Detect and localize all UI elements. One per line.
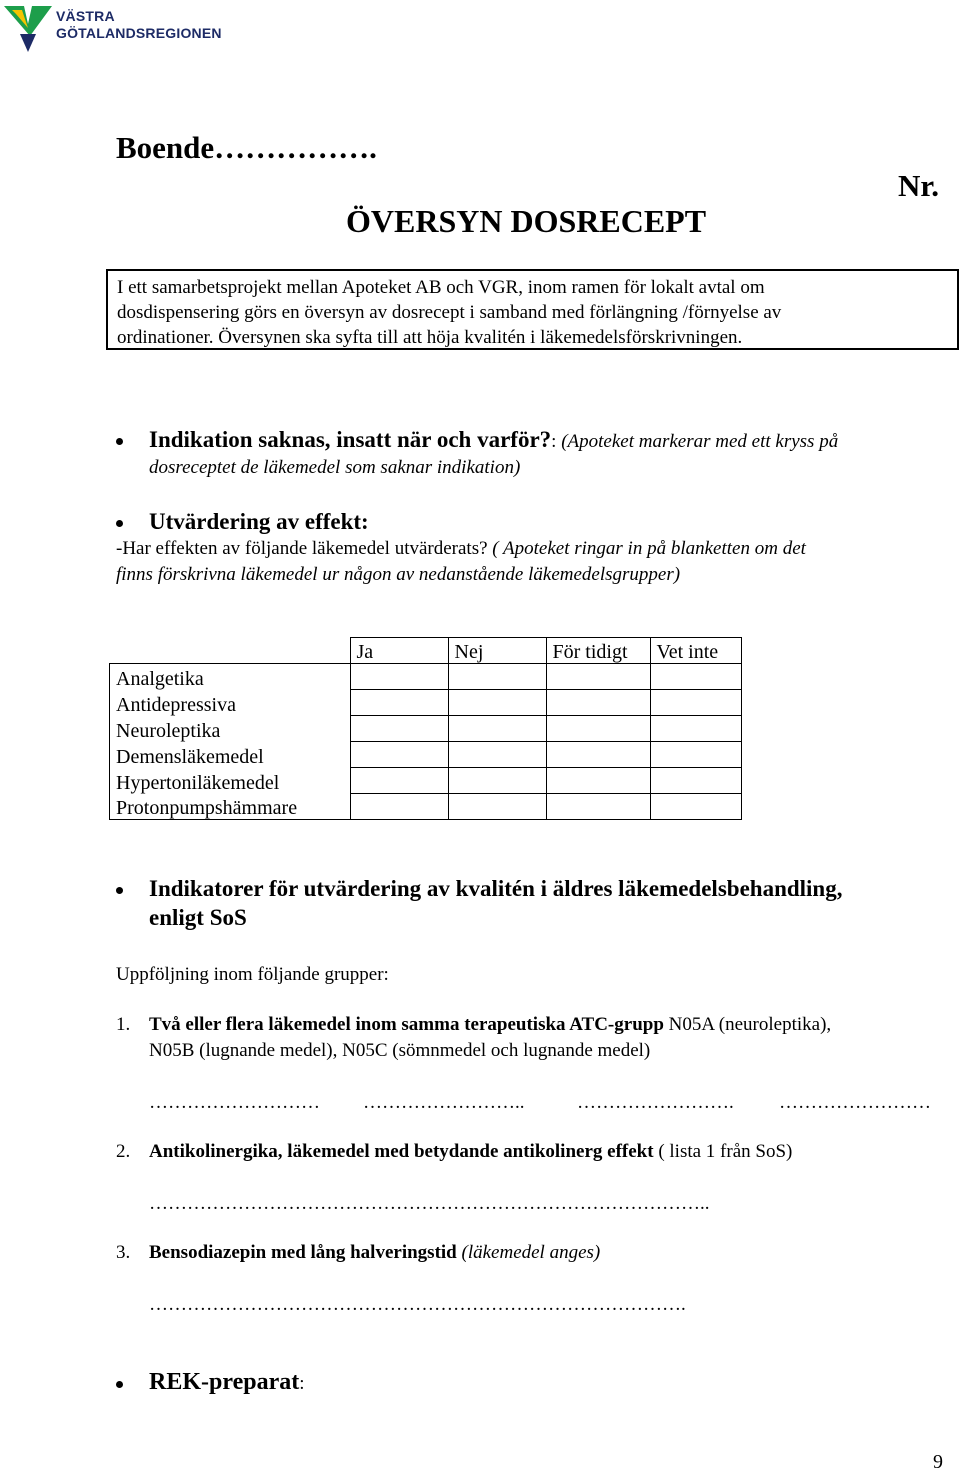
answer-cell[interactable]	[650, 794, 741, 820]
vgr-logo	[2, 2, 230, 54]
table-row	[110, 768, 742, 794]
answer-cell[interactable]	[546, 794, 650, 820]
answer-cell[interactable]	[448, 768, 546, 794]
table-row	[110, 794, 742, 820]
row-label: Analgetika	[110, 664, 351, 690]
answer-line[interactable]: ………………………………………………………………………….	[149, 1294, 686, 1315]
vgr-logo-icon	[2, 2, 54, 54]
row-label: Antidepressiva	[110, 690, 351, 716]
answer-cell[interactable]	[448, 664, 546, 690]
section-indikation	[149, 427, 838, 453]
logo-line2: GÖTALANDSREGIONEN	[56, 25, 222, 41]
row-label: Neuroleptika	[110, 716, 351, 742]
answer-cell[interactable]	[650, 768, 741, 794]
section-heading: Utvärdering av effekt:	[149, 509, 369, 534]
bullet-icon	[116, 520, 123, 527]
intro-line: ordinationer. Översynen ska syfta till att höja kvalitén i läkemedelsförskrivningen.	[117, 327, 743, 348]
answer-cell[interactable]	[350, 794, 448, 820]
table-row	[110, 690, 742, 716]
item-text	[149, 1141, 792, 1163]
answer-line[interactable]: ………………………	[149, 1092, 320, 1113]
table-corner	[110, 638, 351, 664]
answer-line[interactable]: ……………………………………………………………………………..	[149, 1193, 710, 1214]
colon: :	[299, 1373, 305, 1394]
section-note: (Apoteket markerar med ett kryss på	[561, 431, 839, 452]
item-rest: N05A (neuroleptika),	[663, 1014, 832, 1035]
followup-text: Uppföljning inom följande grupper:	[116, 964, 389, 985]
bullet-icon	[116, 438, 123, 445]
bullet-icon	[116, 1381, 123, 1388]
row-label: Demensläkemedel	[110, 742, 351, 768]
answer-cell[interactable]	[350, 690, 448, 716]
evaluation-table	[109, 637, 742, 820]
intro-box	[106, 269, 959, 350]
effect-question	[116, 538, 806, 560]
answer-cell[interactable]	[350, 716, 448, 742]
item-number: 2.	[116, 1141, 131, 1162]
answer-cell[interactable]	[546, 664, 650, 690]
answer-cell[interactable]	[350, 768, 448, 794]
logo-line1: VÄSTRA	[56, 8, 115, 24]
intro-line: dosdispensering görs en översyn av dosrecept i samband med förlängning /förnyelse av	[117, 302, 782, 323]
section-heading-line2: enligt SoS	[149, 905, 247, 930]
section-heading: Indikation saknas, insatt när och varför?	[149, 427, 552, 452]
question-note: ( Apoteket ringar in på blanketten om det	[487, 538, 806, 559]
item-bold: Antikolinergika, läkemedel med betydande antikolinerg effekt	[149, 1141, 654, 1162]
item-text	[149, 1242, 600, 1264]
answer-cell[interactable]	[350, 742, 448, 768]
page-title: ÖVERSYN DOSRECEPT	[346, 203, 707, 239]
column-header: Nej	[448, 638, 546, 664]
page-number: 9	[933, 1451, 943, 1473]
answer-cell[interactable]	[650, 690, 741, 716]
nr-field: Nr.	[898, 168, 940, 203]
column-header: Vet inte	[650, 638, 741, 664]
column-header: För tidigt	[546, 638, 650, 664]
answer-cell[interactable]	[350, 664, 448, 690]
item-rest: (läkemedel anges)	[456, 1242, 601, 1263]
answer-cell[interactable]	[650, 716, 741, 742]
answer-cell[interactable]	[546, 742, 650, 768]
colon: :	[551, 431, 562, 452]
item-text	[149, 1014, 831, 1036]
question-text: -Har effekten av följande läkemedel utvärderats?	[116, 538, 488, 559]
answer-line[interactable]: ……………………	[779, 1092, 931, 1113]
table-row	[110, 716, 742, 742]
row-label: Hypertoniläkemedel	[110, 768, 351, 794]
boende-field: Boende…………….	[116, 130, 377, 165]
item-number: 1.	[116, 1014, 131, 1035]
table-row	[110, 742, 742, 768]
answer-line[interactable]: …………………….	[577, 1092, 734, 1113]
section-note-line2: dosreceptet de läkemedel som saknar indikation)	[149, 457, 521, 478]
answer-cell[interactable]	[448, 690, 546, 716]
section-heading: Indikatorer för utvärdering av kvalitén i äldres läkemedelsbehandling,	[149, 876, 843, 901]
section-rek	[149, 1369, 305, 1396]
answer-cell[interactable]	[650, 742, 741, 768]
answer-cell[interactable]	[448, 716, 546, 742]
answer-cell[interactable]	[448, 742, 546, 768]
row-label: Protonpumpshämmare	[110, 794, 351, 820]
answer-line[interactable]: ……………………..	[363, 1092, 525, 1113]
answer-cell[interactable]	[546, 716, 650, 742]
item-bold: Två eller flera läkemedel inom samma terapeutiska ATC-grupp	[149, 1014, 664, 1035]
answer-cell[interactable]	[448, 794, 546, 820]
item-bold: Bensodiazepin med lång halveringstid	[149, 1242, 457, 1263]
table-row	[110, 664, 742, 690]
column-header: Ja	[350, 638, 448, 664]
intro-line: I ett samarbetsprojekt mellan Apoteket AB och VGR, inom ramen för lokalt avtal om	[117, 277, 765, 298]
answer-cell[interactable]	[546, 690, 650, 716]
answer-cell[interactable]	[546, 768, 650, 794]
item-line2: N05B (lugnande medel), N05C (sömnmedel och lugnande medel)	[149, 1040, 651, 1061]
table-header-row	[110, 638, 742, 664]
item-number: 3.	[116, 1242, 131, 1263]
bullet-icon	[116, 887, 123, 894]
item-rest: ( lista 1 från SoS)	[653, 1141, 793, 1162]
answer-cell[interactable]	[650, 664, 741, 690]
question-note-line2: finns förskrivna läkemedel ur någon av nedanstående läkemedelsgrupper)	[116, 564, 681, 585]
section-heading: REK-preparat	[149, 1369, 300, 1395]
